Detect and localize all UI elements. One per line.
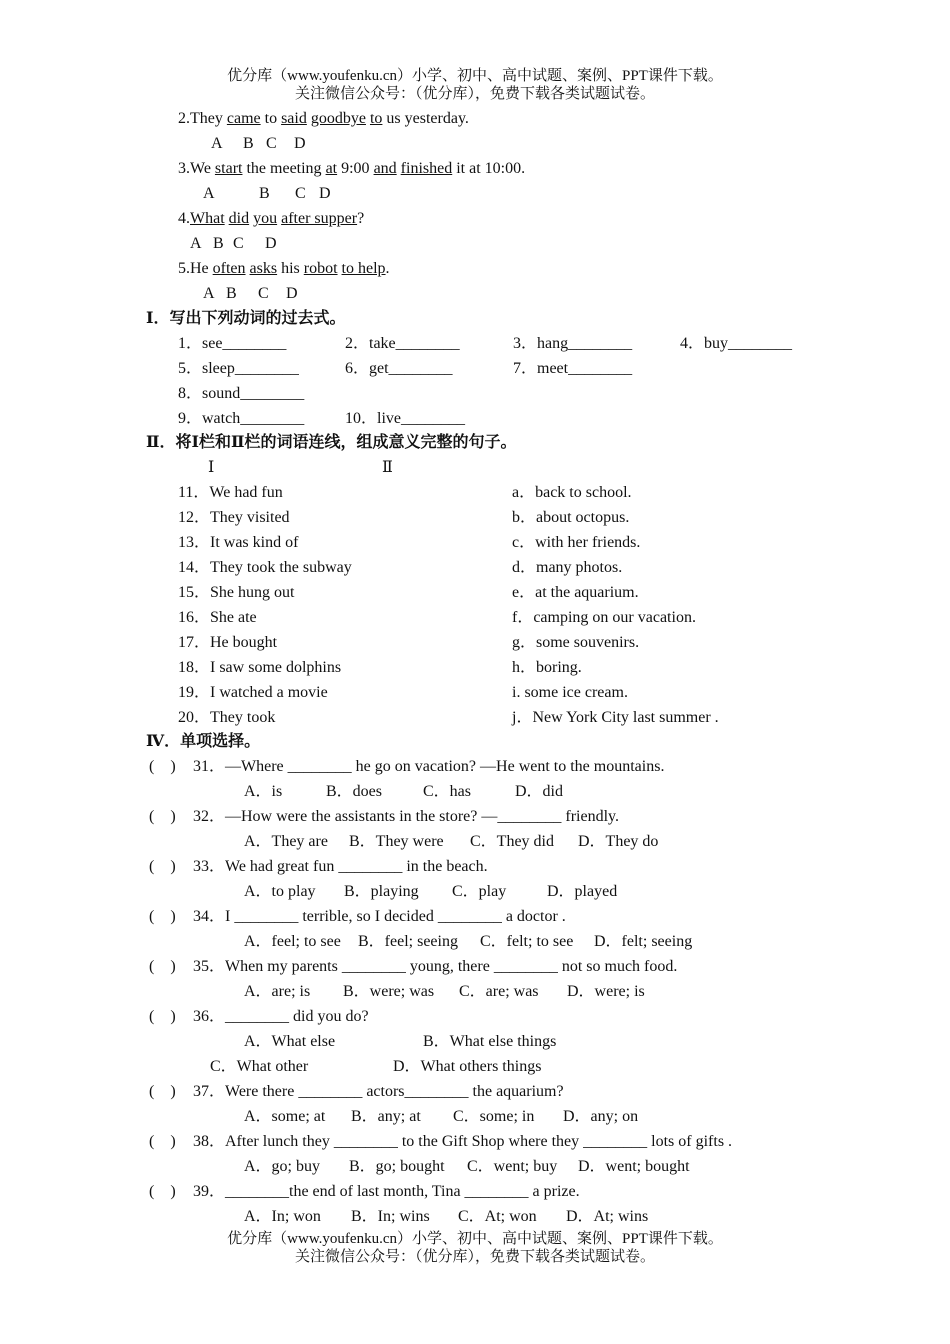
answer-blank[interactable]: ( ): [149, 858, 176, 875]
answer-option[interactable]: C．are; was: [459, 983, 539, 1000]
match-left-phrase: 15．She hung out: [178, 584, 295, 601]
match-right-phrase: i. some ice cream.: [512, 684, 628, 701]
answer-option[interactable]: C．play: [452, 883, 507, 900]
section-4-title: Ⅳ．单项选择。: [146, 733, 261, 750]
error-item-5: 5.He often asks his robot to help.: [178, 260, 390, 277]
error-item-3: 3.We start the meeting at 9:00 and finished it at 10:00.: [178, 160, 526, 177]
answer-option[interactable]: A．are; is: [244, 983, 311, 1000]
answer-option[interactable]: C．has: [423, 783, 472, 800]
answer-blank[interactable]: ( ): [149, 1008, 176, 1025]
answer-option[interactable]: C．What other: [210, 1058, 309, 1075]
answer-option[interactable]: D．What others things: [393, 1058, 542, 1075]
match-right-phrase: f．camping on our vacation.: [512, 609, 696, 626]
answer-option[interactable]: C．felt; to see: [480, 933, 574, 950]
match-left-phrase: 12．They visited: [178, 509, 290, 526]
answer-option[interactable]: A．What else: [244, 1033, 336, 1050]
match-right-phrase: c．with her friends.: [512, 534, 641, 551]
question-text: 35．When my parents ________ young, there ________ not so much food.: [193, 958, 678, 975]
match-left-phrase: 14．They took the subway: [178, 559, 352, 576]
answer-blank[interactable]: ( ): [149, 908, 176, 925]
match-right-phrase: h．boring.: [512, 659, 582, 676]
answer-option[interactable]: D．They do: [578, 833, 659, 850]
section-1-title: Ⅰ．写出下列动词的过去式。: [146, 310, 346, 327]
question-text: 32．—How were the assistants in the store? —________ friendly.: [193, 808, 619, 825]
answer-option[interactable]: A．to play: [244, 883, 316, 900]
match-left-phrase: 18．I saw some dolphins: [178, 659, 342, 676]
answer-option[interactable]: A．feel; to see: [244, 933, 341, 950]
answer-option[interactable]: B．go; bought: [349, 1158, 445, 1175]
question-text: 36．________ did you do?: [193, 1008, 369, 1025]
match-left-phrase: 20．They took: [178, 709, 276, 726]
answer-option[interactable]: D．any; on: [563, 1108, 639, 1125]
question-text: 39．________the end of last month, Tina ________ a prize.: [193, 1183, 580, 1200]
section-2-title: Ⅱ．将Ⅰ栏和Ⅱ栏的词语连线，组成意义完整的句子。: [146, 434, 517, 451]
answer-option[interactable]: A．In; won: [244, 1208, 321, 1225]
match-right-phrase: j．New York City last summer .: [512, 709, 719, 726]
answer-option[interactable]: C．At; won: [458, 1208, 537, 1225]
answer-option[interactable]: B．In; wins: [351, 1208, 430, 1225]
answer-option[interactable]: B．were; was: [343, 983, 435, 1000]
answer-option[interactable]: A．some; at: [244, 1108, 326, 1125]
answer-blank[interactable]: ( ): [149, 1133, 176, 1150]
answer-option[interactable]: C．They did: [470, 833, 554, 850]
answer-option[interactable]: B．any; at: [351, 1108, 421, 1125]
match-right-phrase: g．some souvenirs.: [512, 634, 640, 651]
match-left-phrase: 13．It was kind of: [178, 534, 299, 551]
answer-option[interactable]: A．is: [244, 783, 283, 800]
answer-option[interactable]: D．went; bought: [578, 1158, 690, 1175]
match-right-phrase: d．many photos.: [512, 559, 623, 576]
answer-blank[interactable]: ( ): [149, 758, 176, 775]
answer-blank[interactable]: ( ): [149, 958, 176, 975]
answer-blank[interactable]: ( ): [149, 808, 176, 825]
question-text: 38．After lunch they ________ to the Gift Shop where they ________ lots of gifts .: [193, 1133, 733, 1150]
section-1-row-3: 8．sound________: [178, 385, 305, 402]
match-left-phrase: 11．We had fun: [178, 484, 283, 501]
error-item-2: 2.They came to said goodbye to us yesterday.: [178, 110, 469, 127]
answer-option[interactable]: B．What else things: [423, 1033, 557, 1050]
match-right-phrase: a．back to school.: [512, 484, 632, 501]
footer-line-2: 关注微信公众号：（优分库），免费下载各类试题试卷。: [294, 1249, 655, 1265]
match-left-phrase: 16．She ate: [178, 609, 257, 626]
answer-blank[interactable]: ( ): [149, 1183, 176, 1200]
answer-option[interactable]: D．felt; seeing: [594, 933, 693, 950]
match-left-phrase: 17．He bought: [178, 634, 278, 651]
match-right-phrase: b．about octopus.: [512, 509, 630, 526]
answer-option[interactable]: D．At; wins: [566, 1208, 649, 1225]
answer-blank[interactable]: ( ): [149, 1083, 176, 1100]
answer-option[interactable]: A．They are: [244, 833, 328, 850]
answer-option[interactable]: C．went; buy: [467, 1158, 558, 1175]
match-right-phrase: e．at the aquarium.: [512, 584, 639, 601]
error-item-4: 4.What did you after supper?: [178, 210, 365, 227]
answer-option[interactable]: D．did: [515, 783, 564, 800]
answer-option[interactable]: B．does: [326, 783, 383, 800]
answer-option[interactable]: A．go; buy: [244, 1158, 321, 1175]
match-left-phrase: 19．I watched a movie: [178, 684, 328, 701]
header-line-2: 关注微信公众号：（优分库），免费下载各类试题试卷。: [294, 86, 655, 102]
answer-option[interactable]: D．played: [547, 883, 618, 900]
footer-line-1: 优分库（www.youfenku.cn）小学、初中、高中试题、案例、PPT课件下载。: [227, 1231, 723, 1247]
question-text: 37．Were there ________ actors________ the aquarium?: [193, 1083, 564, 1100]
answer-option[interactable]: B．feel; seeing: [358, 933, 458, 950]
header-line-1: 优分库（www.youfenku.cn）小学、初中、高中试题、案例、PPT课件下载。: [227, 68, 723, 84]
answer-option[interactable]: D．were; is: [567, 983, 645, 1000]
answer-option[interactable]: B．playing: [344, 883, 419, 900]
question-text: 33．We had great fun ________ in the beach.: [193, 858, 488, 875]
question-text: 34．I ________ terrible, so I decided ________ a doctor .: [193, 908, 566, 925]
question-text: 31．—Where ________ he go on vacation? —He went to the mountains.: [193, 758, 665, 775]
answer-option[interactable]: B．They were: [349, 833, 444, 850]
answer-option[interactable]: C．some; in: [453, 1108, 535, 1125]
